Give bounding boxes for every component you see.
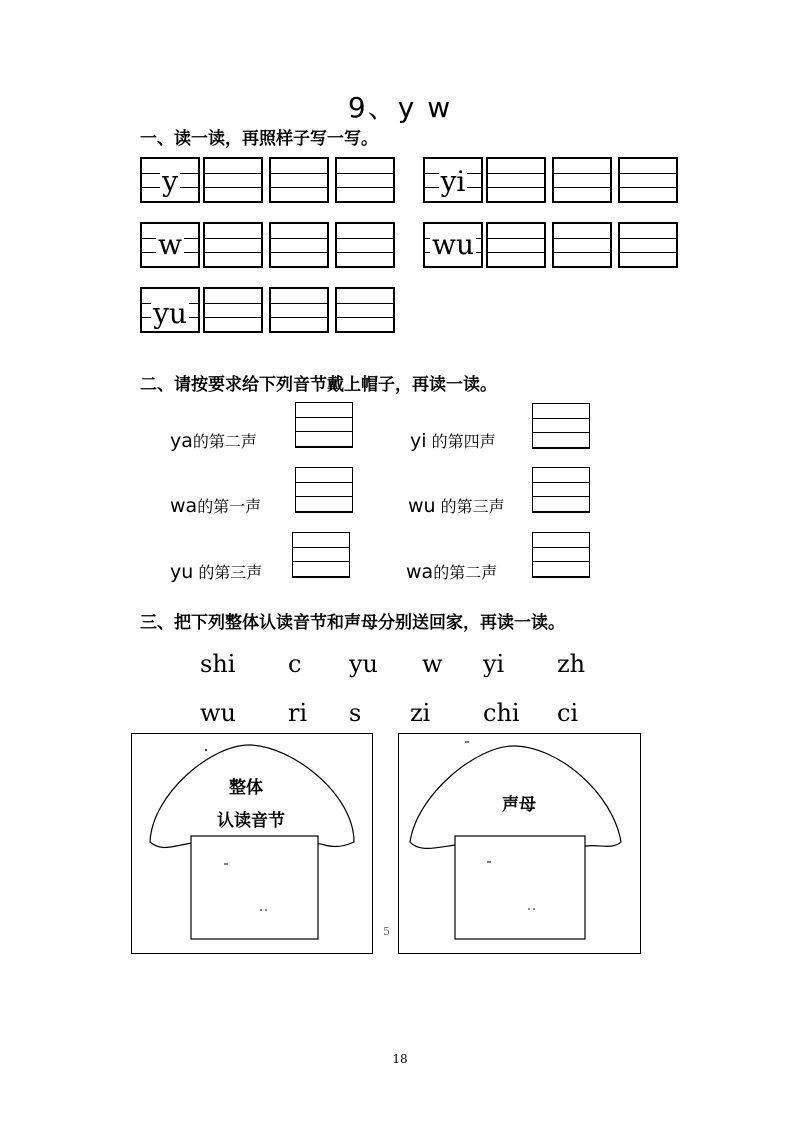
answer-box[interactable] xyxy=(532,403,590,449)
answer-box[interactable] xyxy=(295,402,353,448)
write-box[interactable] xyxy=(552,157,612,203)
tone-item xyxy=(170,560,262,583)
tone-syllable: yu xyxy=(170,561,194,583)
sample-box-y xyxy=(140,157,200,203)
syllable-word[interactable]: yu xyxy=(349,650,379,678)
write-box[interactable] xyxy=(552,222,612,268)
syllable-word[interactable]: c xyxy=(288,650,302,678)
write-box[interactable] xyxy=(203,222,263,268)
house-left-line2: 认读音节 xyxy=(217,811,285,831)
sample-wu: wu xyxy=(432,228,474,261)
tone-item xyxy=(170,429,257,452)
syllable-word[interactable]: zi xyxy=(410,699,431,727)
stray-mark: 5 xyxy=(383,925,390,938)
sample-box-w xyxy=(140,222,200,268)
answer-box[interactable] xyxy=(532,467,590,513)
tone-item xyxy=(408,494,505,517)
answer-box[interactable] xyxy=(295,467,353,513)
house-right-label: 声母 xyxy=(502,795,536,815)
sample-box-yu xyxy=(140,287,200,333)
section3-heading: 三、把下列整体认读音节和声母分别送回家，再读一读。 xyxy=(140,613,565,633)
write-box[interactable] xyxy=(335,287,395,333)
write-box[interactable] xyxy=(486,157,546,203)
sample-w: w xyxy=(158,228,182,261)
write-box[interactable] xyxy=(335,222,395,268)
tone-text: 的第三声 xyxy=(193,563,263,582)
syllable-word[interactable]: ri xyxy=(288,699,308,727)
answer-box[interactable] xyxy=(532,532,590,578)
syllable-word[interactable]: s xyxy=(349,699,362,727)
write-box[interactable] xyxy=(486,222,546,268)
syllable-word[interactable]: w xyxy=(422,650,443,678)
tone-syllable: yi xyxy=(410,430,427,452)
write-box[interactable] xyxy=(269,287,329,333)
write-box[interactable] xyxy=(203,287,263,333)
house-frame-right[interactable] xyxy=(398,733,641,954)
syllable-word[interactable]: yi xyxy=(483,650,505,678)
syllable-word[interactable]: ci xyxy=(557,699,579,727)
answer-box[interactable] xyxy=(292,532,350,578)
tone-text: 的第二声 xyxy=(433,563,498,582)
tone-syllable: wa xyxy=(170,495,198,517)
sample-box-yi xyxy=(423,157,483,203)
tone-text: 的第三声 xyxy=(435,497,505,516)
syllable-word[interactable]: shi xyxy=(200,650,236,678)
tone-item xyxy=(170,494,261,517)
tone-item xyxy=(410,429,496,452)
sample-box-wu xyxy=(423,222,483,268)
tone-syllable: ya xyxy=(170,430,193,452)
write-box[interactable] xyxy=(203,157,263,203)
mushroom-house-icon xyxy=(132,734,372,953)
write-box[interactable] xyxy=(269,157,329,203)
house-left-line1: 整体 xyxy=(229,778,263,798)
page-title: 9、y w xyxy=(347,91,453,124)
tone-syllable: wu xyxy=(408,495,436,517)
write-box[interactable] xyxy=(618,222,678,268)
write-box[interactable] xyxy=(618,157,678,203)
house-frame-left[interactable] xyxy=(131,733,373,954)
sample-yu: yu xyxy=(153,297,187,330)
section1-heading: 一、读一读，再照样子写一写。 xyxy=(140,129,378,149)
write-box[interactable] xyxy=(335,157,395,203)
tone-syllable: wa xyxy=(406,561,434,583)
syllable-word[interactable]: wu xyxy=(200,699,236,727)
syllable-word[interactable]: chi xyxy=(483,699,520,727)
sample-yi: yi xyxy=(440,165,466,198)
page-number: 18 xyxy=(392,1052,408,1066)
write-box[interactable] xyxy=(269,222,329,268)
tone-item xyxy=(406,560,497,583)
tone-text: 的第一声 xyxy=(197,497,262,516)
section2-heading: 二、请按要求给下列音节戴上帽子，再读一读。 xyxy=(140,375,497,395)
sample-y: y xyxy=(162,165,178,198)
mushroom-house-icon xyxy=(399,734,640,953)
tone-text: 的第二声 xyxy=(192,432,257,451)
tone-text: 的第四声 xyxy=(426,432,496,451)
syllable-word[interactable]: zh xyxy=(557,650,586,678)
